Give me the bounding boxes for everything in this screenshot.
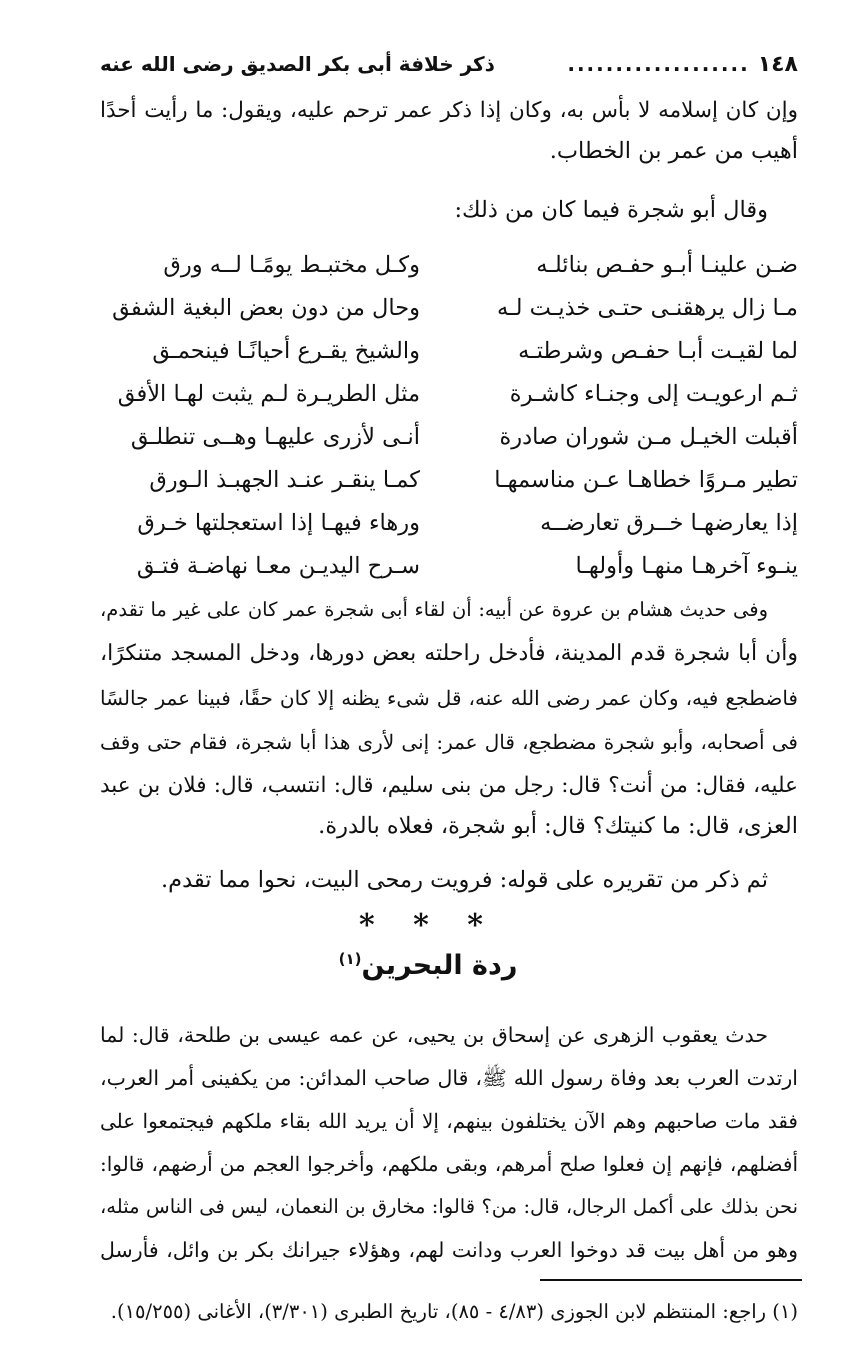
verse-second-hemistich: ورهاء فيهـا إذا استعجلتها خـرق bbox=[137, 510, 420, 536]
verse-second-hemistich: سـرح اليديـن معـا نهاضـة فتـق bbox=[136, 553, 420, 579]
text-line: أهيب من عمر بن الخطاب. bbox=[549, 138, 798, 164]
text-line: نحن بذلك على أكمل الرجال، قال: من؟ قالوا: مخارق بن النعمان، ليس فى الناس مثله، bbox=[100, 1195, 798, 1218]
verse-line bbox=[100, 546, 798, 586]
text-line: وأن أبا شجرة قدم المدينة، فأدخل راحلته بعض دورها، ودخل المسجد متنكرًا، bbox=[100, 641, 798, 666]
running-header bbox=[100, 47, 798, 81]
verse-first-hemistich: إذا يعارضهـا خــرق تعارضــه bbox=[540, 510, 798, 536]
text-line: فى أصحابه، وأبو شجرة مضطجع، قال عمر: إنى لأرى هذا أبا شجرة، فقام حتى وقف bbox=[100, 730, 798, 754]
text-line: وفى حديث هشام بن عروة عن أبيه: أن لقاء أبى شجرة عمر كان على غير ما تقدم، bbox=[100, 598, 768, 621]
verse-first-hemistich: تطير مـروًا خطاهـا عـن مناسمهـا bbox=[494, 467, 798, 493]
footnote-marker: (١) bbox=[338, 950, 362, 968]
verse-second-hemistich: وكـل مختبـط يومًـا لــه ورق bbox=[163, 252, 420, 278]
verse-line bbox=[100, 503, 798, 543]
text-line: عليه، فقال: من أنت؟ قال: رجل من بنى سليم، قال: انتسب، قال: فلان بن عبد bbox=[100, 773, 798, 798]
verse-line bbox=[100, 288, 798, 328]
section-title-text: ردة البحرين bbox=[361, 950, 518, 981]
verse-line bbox=[100, 417, 798, 457]
text-line: أفضلهم، فإنهم إن فعلوا صلح أمرهم، وبقى ملكهم، وأخرجوا العجم من أرضهم، قالوا: bbox=[100, 1152, 798, 1176]
verse-first-hemistich: ضـن علينـا أبـو حفـص بنائلـه bbox=[536, 252, 798, 278]
verse-line bbox=[100, 460, 798, 500]
text-line: فقد مات صاحبهم وهم الآن يختلفون بينهم، إلا أن يريد الله بقاء ملكهم فيجتمعوا على bbox=[100, 1109, 798, 1133]
verse-second-hemistich: مثل الطريـرة لـم يثبت لهـا الأفق bbox=[117, 381, 420, 407]
text-line: فاضطجع فيه، وكان عمر رضى الله عنه، قل شىء يظنه إلا كان حقًا، فبينا عمر جالسًا bbox=[100, 686, 798, 710]
verse-second-hemistich: وحال من دون بعض البغية الشفق bbox=[112, 295, 420, 321]
verse-first-hemistich: ثـم ارعويـت إلى وجنـاء كاشـرة bbox=[509, 381, 798, 407]
section-title bbox=[0, 950, 856, 981]
verse-line bbox=[100, 374, 798, 414]
verse-second-hemistich: والشيخ يقـرع أحيانًـا فينحمـق bbox=[152, 338, 420, 364]
footnote-rule bbox=[540, 1279, 802, 1281]
footnote: (١) راجع: المنتظم لابن الجوزى (٤/٨٣ - ٨٥)، تاريخ الطبرى (٣/٣٠١)، الأغانى (١٥/٢٥٥). bbox=[110, 1300, 798, 1323]
text-line: حدث يعقوب الزهرى عن إسحاق بن يحيى، عن عمه عيسى بن طلحة، قال: لما bbox=[100, 1023, 768, 1047]
verse-first-hemistich: مـا زال يرهقنـى حتـى خذيـت لـه bbox=[496, 295, 798, 321]
verse-line bbox=[100, 331, 798, 371]
page-number: ١٤٨ bbox=[757, 51, 798, 77]
verse-line bbox=[100, 245, 798, 285]
header-leader-dots: ................... bbox=[567, 52, 750, 76]
verse-first-hemistich: لما لقيـت أبـا حفـص وشرطتـه bbox=[518, 338, 798, 364]
text-line: وهو من أهل بيت قد دوخوا العرب ودانت لهم، وهؤلاء جيرانك بكر بن وائل، فأرسل bbox=[100, 1238, 798, 1262]
verse-first-hemistich: أقبلت الخيـل مـن شوران صادرة bbox=[499, 424, 798, 450]
verse-second-hemistich: أنـى لأزرى عليهـا وهــى تنطلـق bbox=[130, 424, 420, 450]
verse-second-hemistich: كمـا ينقـر عنـد الجهبـذ الـورق bbox=[149, 467, 420, 493]
text-line: العزى، قال: ما كنيتك؟ قال: أبو شجرة، فعلاه بالدرة. bbox=[318, 813, 798, 839]
verse-first-hemistich: ينـوء آخرهـا منهـا وأولهـا bbox=[575, 553, 798, 579]
text-line: ثم ذكر من تقريره على قوله: فرويت رمحى البيت، نحوا مما تقدم. bbox=[160, 867, 768, 893]
header-title: ذكر خلافة أبى بكر الصديق رضى الله عنه bbox=[100, 52, 495, 76]
text-line: ارتدت العرب بعد وفاة رسول الله ﷺ، قال صاحب المدائن: من يكفينى أمر العرب، bbox=[100, 1066, 798, 1090]
text-line: وإن كان إسلامه لا بأس به، وكان إذا ذكر عمر ترحم عليه، ويقول: ما رأيت أحدًا bbox=[100, 98, 798, 123]
section-separator: * * * bbox=[359, 908, 497, 943]
verse-intro: وقال أبو شجرة فيما كان من ذلك: bbox=[454, 197, 768, 223]
